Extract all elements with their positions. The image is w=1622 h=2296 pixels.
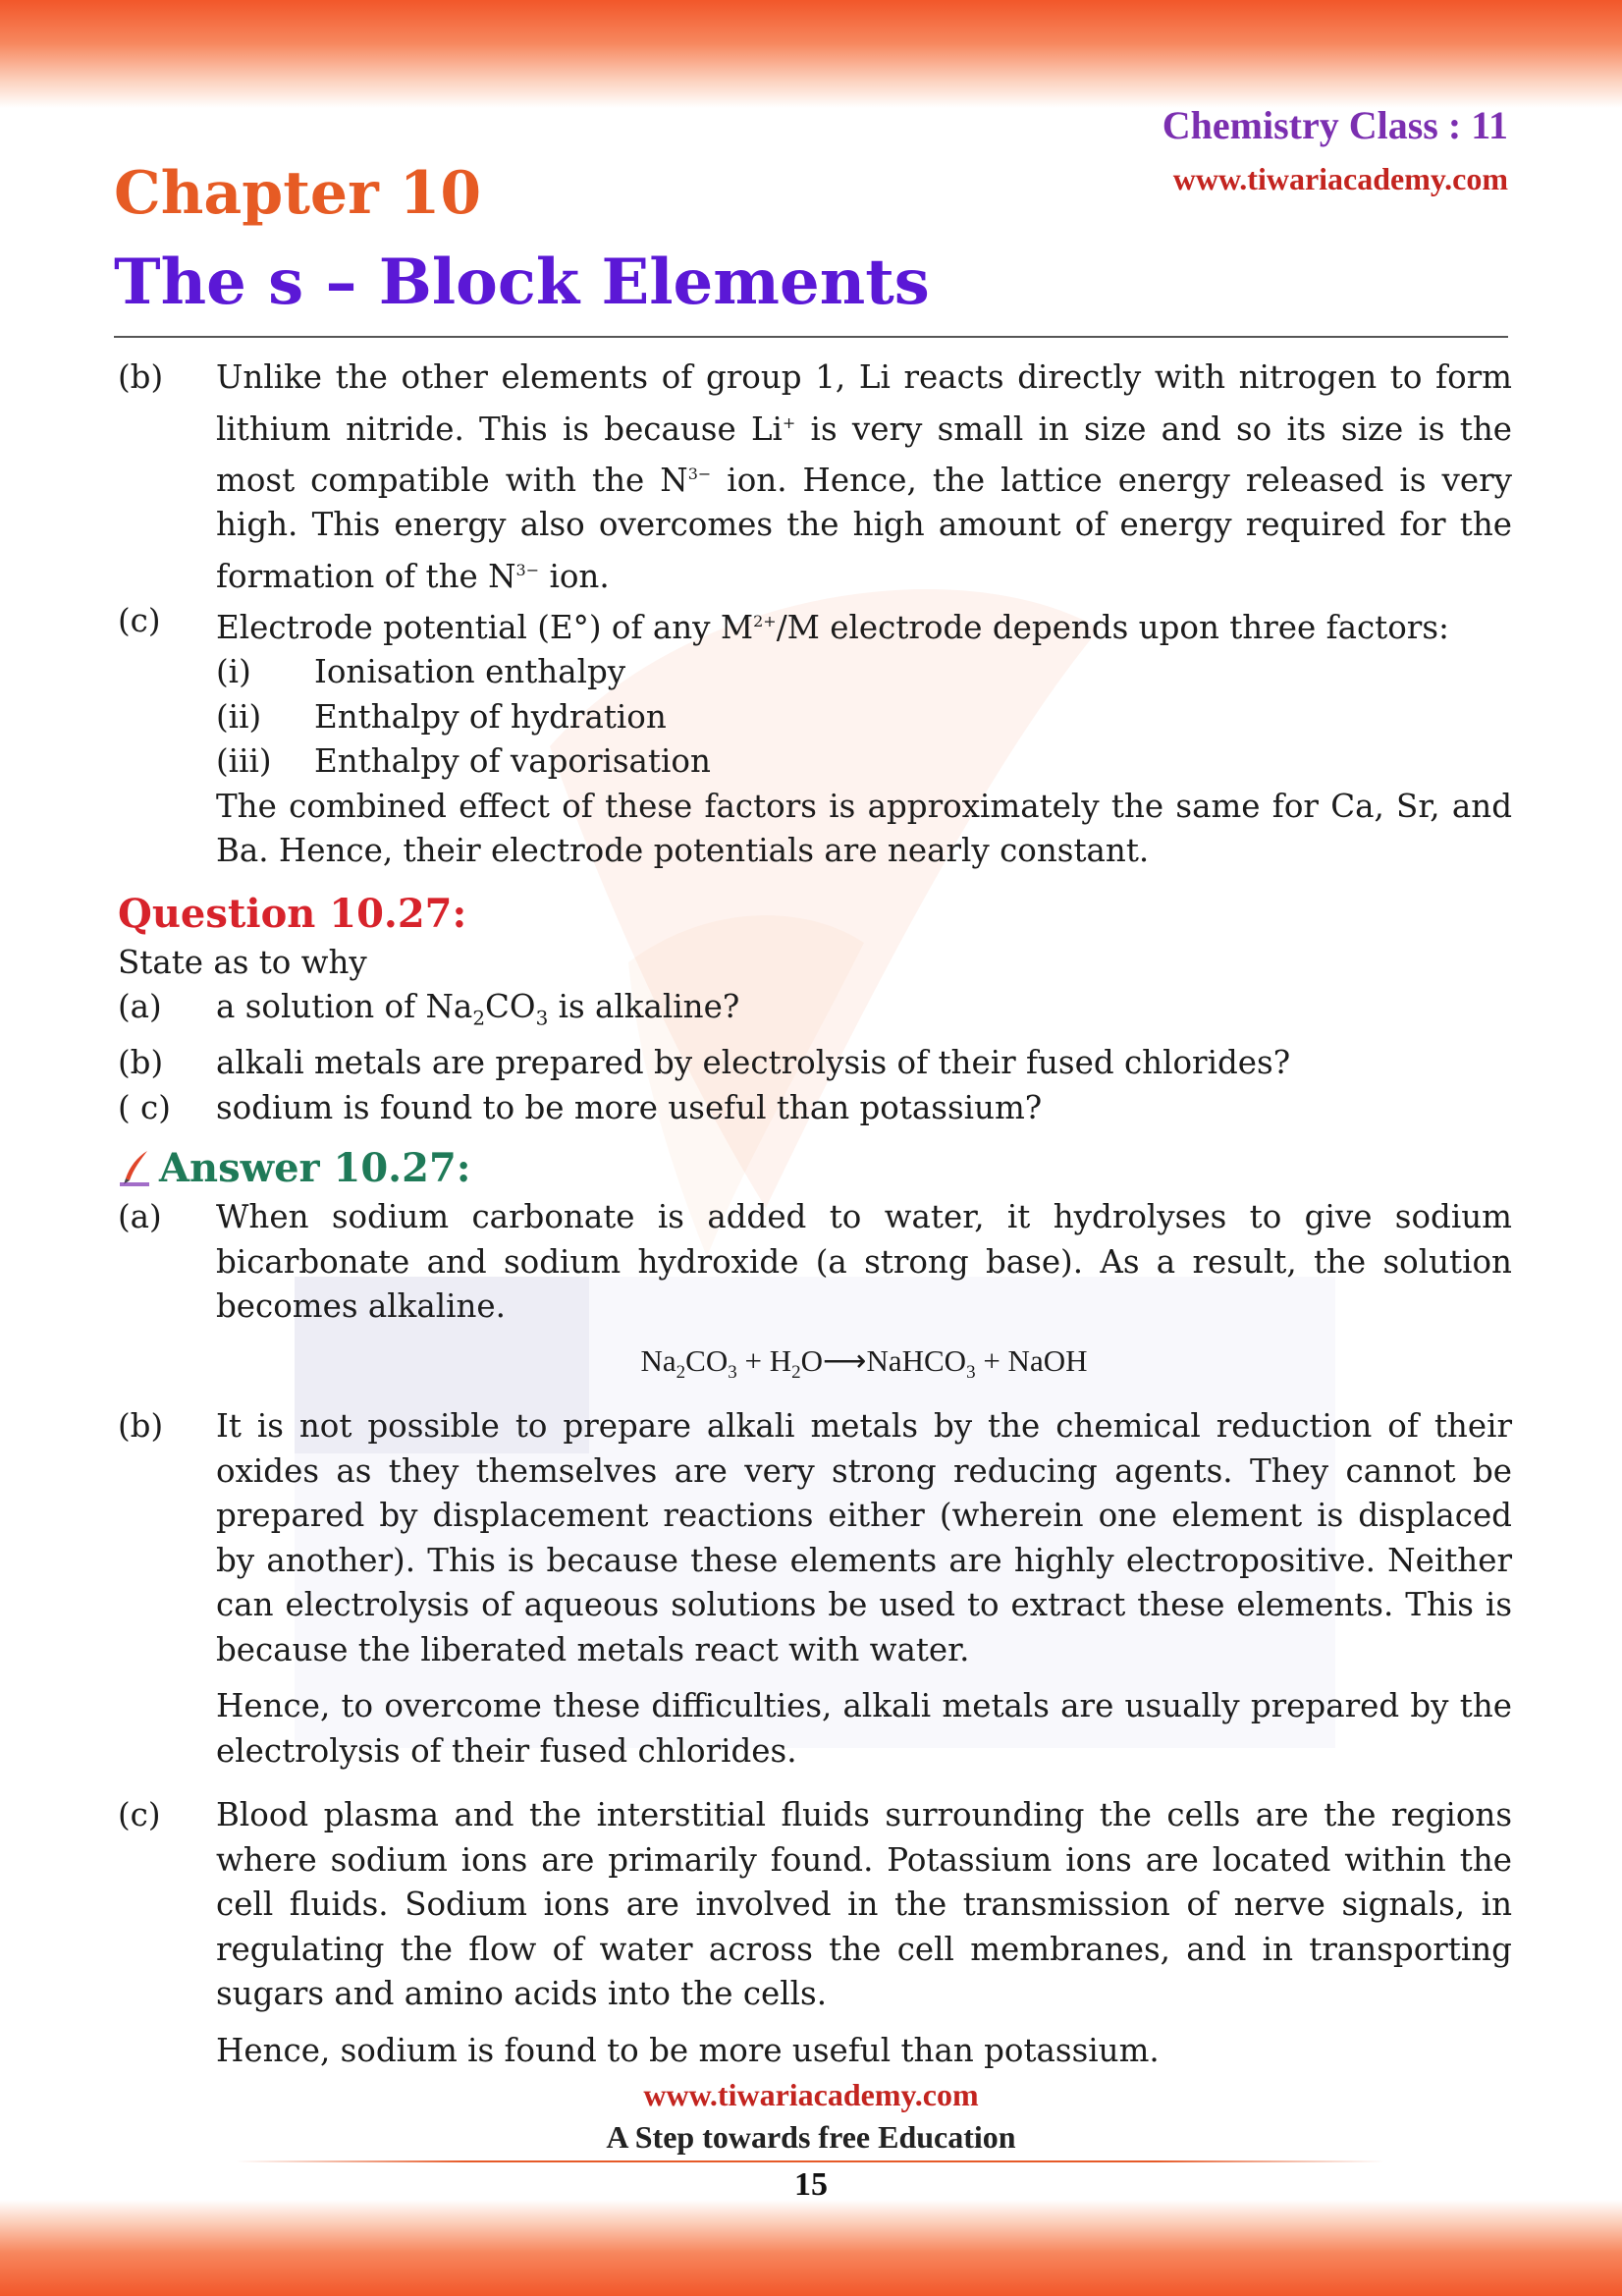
question-c (118, 1086, 1512, 1131)
item-text: sodium is found to be more useful than potassium? (216, 1088, 1043, 1126)
item-text (216, 985, 1512, 1041)
item-text: alkali metals are prepared by electrolysis of their fused chlorides? (216, 1044, 1291, 1082)
subject-label: Chemistry Class : 11 (1162, 103, 1508, 147)
text-run: Unlike the other elements of group 1, Li reacts directly with nitrogen to form lithium nitride. This is because Li (216, 358, 1512, 448)
item-text (216, 599, 1512, 874)
question-intro: State as to why (118, 943, 367, 981)
item-label: (a) (118, 988, 162, 1026)
answer-c (118, 1793, 1512, 2073)
paragraph: Blood plasma and the interstitial fluids surrounding the cells are the regions where sodium ions are primarily found. Potassium ions are located within the cell fluids. Sodium ions are involved in the transmission of nerve signals, in regulating the flow of water across the cell membranes, and in transporting sugars and amino acids into the cells. (216, 1796, 1512, 2012)
chemical-equation (216, 1330, 1512, 1404)
superscript: 2+ (753, 611, 777, 630)
factor-item (216, 650, 1512, 695)
spacer (216, 1672, 1512, 1684)
pen-icon (118, 1149, 155, 1188)
text-run: ion. Hence, the lattice energy released is very high. This energy also overcomes the high amount of energy required for the formation of the N (216, 461, 1512, 595)
prev-answer-b (118, 355, 1512, 599)
subscript: 2 (676, 1362, 686, 1383)
item-text (216, 355, 1512, 599)
question-title: Question 10.27: (118, 890, 467, 937)
item-text: When sodium carbonate is added to water, it hydrolyses to give sodium bicarbonate and sodium hydroxide (a strong base). As a result, the solution becomes alkaline. (216, 1198, 1512, 1326)
eq-term: O (800, 1342, 824, 1378)
page-content (118, 355, 1512, 2073)
factor-label: (ii) (216, 697, 262, 736)
chapter-title: The s – Block Elements (114, 246, 930, 319)
question-b (118, 1041, 1512, 1086)
answer-title: Answer 10.27: (159, 1145, 471, 1192)
chapter-number: Chapter 10 (114, 159, 482, 228)
text-run: ion. (539, 557, 610, 595)
superscript: + (782, 412, 796, 432)
subscript: 3 (728, 1362, 737, 1383)
eq-term: NaHCO (866, 1342, 967, 1378)
item-label: ( c) (118, 1088, 171, 1126)
item-label: (c) (118, 601, 161, 639)
factor-label: (i) (216, 653, 251, 691)
footer-divider (236, 2160, 1384, 2162)
spacer (118, 1774, 1512, 1793)
paragraph: It is not possible to prepare alkali metals by the chemical reduction of their oxides as they themselves are very strong reducing agents. They cannot be prepared by displacement reactions either (wherein one element is displaced by another). This is because these elements are highly electropositive. Neither can electrolysis of aqueous solutions be used to extract these elements. This is because the liberated metals react with water. (216, 1407, 1512, 1668)
item-label: (b) (118, 1407, 164, 1445)
reaction-arrow: ⟶ (823, 1342, 867, 1378)
item-label: (a) (118, 1198, 162, 1236)
header-divider (114, 336, 1508, 338)
factor-label: (iii) (216, 742, 272, 781)
bottom-gradient-band (0, 2200, 1622, 2296)
subscript: 3 (966, 1362, 976, 1383)
text-run: /M electrode depends upon three factors: (776, 608, 1449, 646)
answer-a (118, 1195, 1512, 1330)
page-number: 15 (794, 2166, 828, 2203)
answer-heading (118, 1142, 1512, 1195)
subscript: 3 (535, 1006, 549, 1030)
text-run: a solution of Na (216, 988, 473, 1026)
superscript: 3− (687, 464, 712, 483)
top-gradient-band (0, 0, 1622, 108)
paragraph: Hence, to overcome these difficulties, alkali metals are usually prepared by the electrolysis of their fused chlorides. (216, 1687, 1512, 1770)
item-label: (c) (118, 1796, 161, 1833)
factor-conclusion: The combined effect of these factors is approximately the same for Ca, Sr, and Ba. Hence, their electrode potentials are nearly constant. (216, 787, 1512, 870)
header-url-link[interactable]: www.tiwariacademy.com (1172, 161, 1508, 196)
factor-text: Enthalpy of hydration (314, 697, 667, 736)
eq-term: CO (685, 1342, 729, 1378)
footer-tagline: A Step towards free Education (606, 2119, 1016, 2155)
factor-text: Enthalpy of vaporisation (314, 742, 711, 781)
text-run: is very small in size and so its size is the most compatible with the N (216, 410, 1512, 499)
item-label: (b) (118, 1044, 164, 1082)
factor-item (216, 739, 1512, 785)
superscript: 3− (515, 560, 540, 579)
item-text (216, 1793, 1512, 2073)
answer-b (118, 1404, 1512, 1774)
subscript: 2 (791, 1362, 801, 1383)
factor-intro (216, 599, 1512, 650)
eq-term: Na (640, 1342, 676, 1378)
question-a (118, 985, 1512, 1041)
factor-text: Ionisation enthalpy (314, 653, 626, 691)
prev-answer-c (118, 599, 1512, 874)
text-run: Electrode potential (E°) of any M (216, 608, 754, 646)
footer-url-link[interactable]: www.tiwariacademy.com (643, 2077, 979, 2112)
eq-term: + NaOH (975, 1342, 1088, 1378)
item-text (216, 1404, 1512, 1774)
text-run: is alkaline? (548, 988, 740, 1026)
spacer (216, 2017, 1512, 2029)
eq-term: + H (736, 1342, 792, 1378)
subscript: 2 (472, 1006, 486, 1030)
text-run: CO (485, 988, 536, 1026)
factor-item (216, 695, 1512, 740)
item-label: (b) (118, 358, 164, 396)
paragraph: Hence, sodium is found to be more useful than potassium. (216, 2031, 1160, 2069)
